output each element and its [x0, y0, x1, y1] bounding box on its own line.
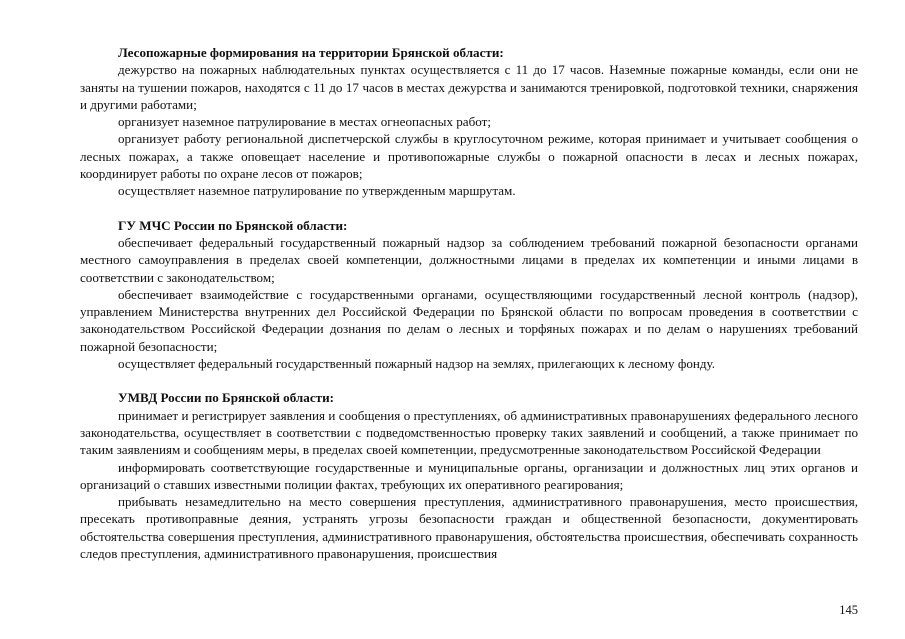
paragraph: организует работу региональной диспетчерской службы в круглосуточном режиме, которая принимает и учитывает сообщения о лесных пожарах, а также оповещает население и противопожарные службы о пожарной опасности в лесах и лесных пожарах, координирует работы по охране лесов от пожаров;: [80, 131, 858, 182]
paragraph: обеспечивает федеральный государственный пожарный надзор за соблюдением требований пожарной безопасности органами местного самоуправления в пределах своей компетенции, должностными лицами в пределах их компетенции и иными лицами в соответствии с законодательством;: [80, 234, 858, 285]
paragraph: дежурство на пожарных наблюдательных пунктах осуществляется с 11 до 17 часов. Наземные пожарные команды, если они не заняты на тушении пожаров, находятся с 11 до 17 часов в местах дежурства и занимаются тренировкой, подготовкой техники, снаряжения и другими работами;: [80, 62, 858, 112]
paragraph: организует наземное патрулирование в местах огнеопасных работ;: [118, 114, 492, 130]
paragraph: принимает и регистрирует заявления и сообщения о преступлениях, об административных правонарушениях федерального лесного законодательства, осуществляет в соответствии с подведомственностью проверку таких заявлений и сообщений, а также принимает по таким заявлениям и сообщениям меры, в пределах своей компетенции, предусмотренные законодательством Российской Федерации: [80, 407, 858, 458]
paragraph: осуществляет наземное патрулирование по утвержденным маршрутам.: [118, 183, 516, 199]
paragraph: обеспечивает взаимодействие с государственными органами, осуществляющими государственный лесной контроль (надзор), управлением Министерства внутренних дел Российской Федерации по Брянской области по вопросам проведения в соответствии с законодательством Российской Федерации дознания по делам о лесных и торфяных пожарах и по делам о нарушениях требований пожарной безопасности;: [80, 286, 858, 354]
section-spacer: [80, 372, 858, 389]
paragraph: информировать соответствующие государственные и муниципальные органы, организации и должностных лиц этих органов и организаций о ставших известными полиции фактах, требующих их оперативного реагирования;: [80, 459, 858, 492]
document-page: [80, 44, 858, 562]
section-spacer: [80, 200, 858, 217]
page-number: 145: [839, 603, 858, 617]
paragraph: осуществляет федеральный государственный пожарный надзор на землях, прилегающих к лесному фонду.: [118, 356, 716, 372]
paragraph: прибывать незамедлительно на место совершения преступления, административного правонарушения, место происшествия, пресекать противоправные деяния, устранять угрозы безопасности граждан и общественной безопасности, документировать обстоятельства совершения преступления, административного правонарушения, обстоятельства происшествия, обеспечивать сохранность следов преступления, административного правонарушения, происшествия: [80, 494, 858, 562]
section-heading-forest-fire-units: Лесопожарные формирования на территории Брянской области:: [118, 45, 504, 60]
section-heading-emergency-ministry: ГУ МЧС России по Брянской области:: [118, 217, 348, 233]
section-heading-interior-ministry: УМВД России по Брянской области:: [118, 390, 334, 406]
